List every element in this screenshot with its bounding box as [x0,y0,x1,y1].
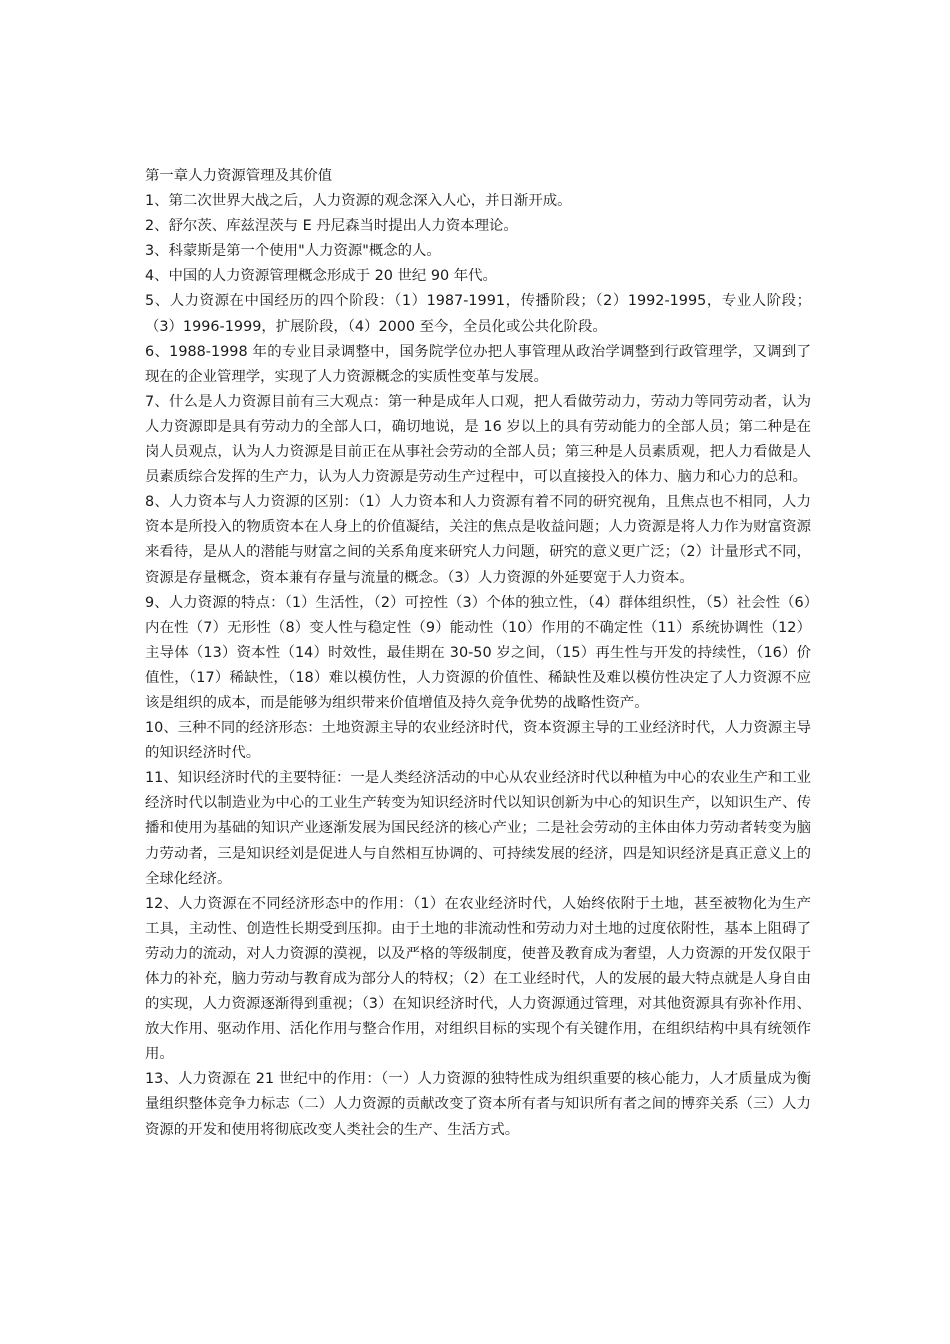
list-item-13: 13、人力资源在 21 世纪中的作用：（一）人力资源的独特性成为组织重要的核心能力，人才质量成为衡量组织整体竞争力标志（二）人力资源的贡献改变了资本所有者与知识所有者之间的博弈关系（三）人力资源的开发和使用将彻底改变人类社会的生产、生活方式。 [145,1071,811,1138]
list-item-4: 4、中国的人力资源管理概念形成于 20 世纪 90 年代。 [145,268,497,285]
list-item-5: 5、人力资源在中国经历的四个阶段：（1）1987-1991，传播阶段；（2）1992-1995，专业人阶段；（3）1996-1999，扩展阶段，（4）2000 至今，全员化或公共化阶段。 [145,293,811,335]
list-item-11: 11、知识经济时代的主要特征：一是人类经济活动的中心从农业经济时代以种植为中心的农业生产和工业经济时代以制造业为中心的工业生产转变为知识经济时代以知识创新为中心的知识生产，以知识生产、传播和使用为基础的知识产业逐渐发展为国民经济的核心产业；二是社会劳动的主体由体力劳动者转变为脑力劳动者，三是知识经刘是促进人与自然相互协调的、可持续发展的经济，四是知识经济是真正意义上的全球化经济。 [145,770,811,887]
list-item-3: 3、科蒙斯是第一个使用"人力资源"概念的人。 [145,243,441,260]
list-item-8: 8、人力资本与人力资源的区别：（1）人力资本和人力资源有着不同的研究视角，且焦点也不相同，人力资本是所投入的物质资本在人身上的价值凝结，关注的焦点是收益问题；人力资源是将人力作为财富资源来看待，是从人的潜能与财富之间的关系角度来研究人力问题，研究的意义更广泛；（2）计量形式不同，资源是存量概念，资本兼有存量与流量的概念。（3）人力资源的外延要宽于人力资本。 [145,494,811,586]
list-item-7: 7、什么是人力资源目前有三大观点：第一种是成年人口观，把人看做劳动力，劳动力等同劳动者，认为人力资源即是具有劳动力的全部人口，确切地说，是 16 岁以上的具有劳动能力的全部人员；第二种是在岗人员观点，认为人力资源是目前正在从事社会劳动的全部人员；第三种是人员素质观，把人力看做是人员素质综合发挥的生产力，认为人力资源是劳动生产过程中，可以直接投入的体力、脑力和心力的总和。 [145,393,811,486]
document-body [145,164,811,1143]
list-item-9: 9、人力资源的特点：（1）生活性，（2）可控性（3）个体的独立性，（4）群体组织性，（5）社会性（6）内在性（7）无形性（8）变人性与稳定性（9）能动性（10）作用的不确定性（11）系统协调性（12）主导体（13）资本性（14）时效性，最佳期在 30-50 岁之间，（15）再生性与开发的持续性，（16）价值性，（17）稀缺性，（18）难以模仿性，人力资源的价值性、稀缺性及难以模仿性决定了人力资源不应该是组织的成本，而是能够为组织带来价值增值及持久竞争优势的战略性资产。 [145,594,811,711]
chapter-title: 第一章人力资源管理及其价值 [145,168,333,184]
list-item-2: 2、舒尔茨、库兹涅茨与 E 丹尼森当时提出人力资本理论。 [145,218,518,235]
list-item-12: 12、人力资源在不同经济形态中的作用：（1）在农业经济时代，人始终依附于土地，甚至被物化为生产工具，主动性、创造性长期受到压抑。由于土地的非流动性和劳动力对土地的过度依附性，基本上阻碍了劳动力的流动，对人力资源的漠视，以及严格的等级制度，使普及教育成为奢望，人力资源的开发仅限于体力的补充，脑力劳动与教育成为部分人的特权；（2）在工业经时代，人的发展的最大特点就是人身自由的实现，人力资源逐渐得到重视；（3）在知识经济时代，人力资源通过管理，对其他资源具有弥补作用、放大作用、驱动作用、活化作用与整合作用，对组织目标的实现个有关键作用，在组织结构中具有统领作用。 [145,895,811,1063]
list-item-1: 1、第二次世界大战之后，人力资源的观念深入人心，并日渐开成。 [145,193,572,210]
list-item-6: 6、1988-1998 年的专业目录调整中，国务院学位办把人事管理从政治学调整到行政管理学，又调到了现在的企业管理学，实现了人力资源概念的实质性变革与发展。 [145,343,811,385]
list-item-10: 10、三种不同的经济形态：土地资源主导的农业经济时代，资本资源主导的工业经济时代，人力资源主导的知识经济时代。 [145,720,811,762]
